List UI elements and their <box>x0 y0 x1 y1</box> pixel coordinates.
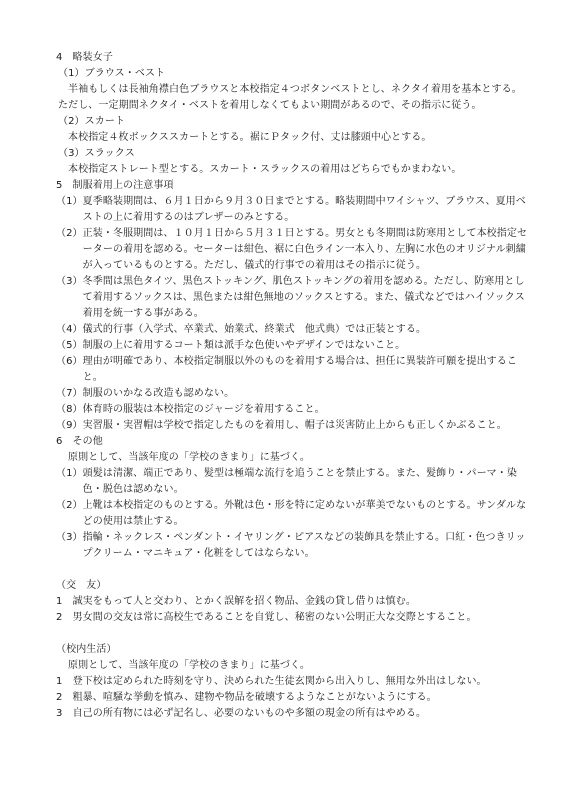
item-text: 夏季略装期間は、６月１日から９月３０日までとする。略装期間中ワイシャツ、ブラウス、夏用ベストの上に着用するのはブレザーのみとする。 <box>82 196 526 223</box>
section-6-intro: 原則として、当該年度の「学校のきまり」に基づく。 <box>68 452 310 463</box>
item-text: 指輪・ネックレス・ペンダント・イヤリング・ピアスなどの装飾具を禁止する。口紅・色つきリップクリーム・マニキュア・化粧をしてはならない。 <box>82 532 526 559</box>
uniform-rule-item <box>56 322 531 338</box>
school-life-item <box>56 706 531 722</box>
item-number: （8） <box>56 404 83 415</box>
item-text: 粗暴、喧騒な挙動を慎み、建物や物品を破壊するようなことがないようにする。 <box>72 692 437 703</box>
other-rule-item <box>56 498 531 530</box>
uniform-rule-item <box>56 354 531 386</box>
item-text: 冬季間は黒色タイツ、黒色ストッキング、肌色ストッキングの着用を認める。ただし、防寒用として着用するソックスは、黒色または紺色無地のソックスとする。また、儀式などではハイソックス着用を統一する事がある。 <box>82 276 525 319</box>
item-number: 2 <box>56 612 73 623</box>
item-number: 1 <box>56 676 73 687</box>
item-number: （7） <box>56 388 83 399</box>
document-body <box>56 50 531 722</box>
section-6-heading: 6 その他 <box>56 436 103 447</box>
item-text: 理由が明確であり、本校指定制服以外のものを着用する場合は、担任に異装許可願を提出すること。 <box>82 356 517 383</box>
item-text: 自己の所有物には必ず記名し、必要のないものや多額の現金の所有はやめる。 <box>72 708 427 719</box>
item-number: （3） <box>56 532 83 543</box>
item-number: （5） <box>56 340 83 351</box>
blouse-vest-text-1: 半袖もしくは長袖角襟白色ブラウスと本校指定４つボタンベストとし、ネクタイ着用を基本とする。 <box>68 84 522 95</box>
item-number: （4） <box>56 324 83 335</box>
item-text: 頭髪は清潔、端正であり、髪型は極端な流行を追うことを禁止する。また、髪飾り・パーマ・染色・脱色は認めない。 <box>82 468 517 495</box>
item-text: 上靴は本校指定のものとする。外靴は色・形を特に定めないが華美でないものとする。サンダルなどの使用は禁止する。 <box>82 500 527 527</box>
section-4-heading: 4 略装女子 <box>56 52 113 63</box>
item-number: （6） <box>56 356 83 367</box>
skirt-title: （2）スカート <box>58 116 126 127</box>
slacks-title: （3）スラックス <box>58 148 135 159</box>
school-life-intro: 原則として、当該年度の「学校のきまり」に基づく。 <box>68 660 310 671</box>
other-rule-item <box>56 530 531 562</box>
uniform-rule-item <box>56 402 531 418</box>
item-text: 誠実をもって人と交わり、とかく誤解を招く物品、金銭の貸し借りは慎む。 <box>72 596 416 607</box>
item-text: 登下校は定められた時刻を守り、決められた生徒玄関から出入りし、無用な外出はしない。 <box>72 676 487 687</box>
blouse-vest-text-2: ただし、一定期間ネクタイ・ベストを着用しなくてもよい期間があるので、その指示に従う。 <box>58 100 482 111</box>
uniform-rule-item <box>56 226 531 274</box>
item-number: （1） <box>56 468 83 479</box>
uniform-rule-item <box>56 194 531 226</box>
item-number: （9） <box>56 420 83 431</box>
slacks-text: 本校指定ストレート型とする。スカート・スラックスの着用はどちらでもかまわない。 <box>68 164 462 175</box>
item-text: 制服のいかなる改造も認めない。 <box>82 388 235 399</box>
item-text: 制服の上に着用するコート類は派手な色使いやデザインではないこと。 <box>82 340 406 351</box>
other-rule-item <box>56 466 531 498</box>
item-text: 儀式的行事（入学式、卒業式、始業式、終業式 他式典）では正装とする。 <box>82 324 427 335</box>
item-number: （2） <box>56 500 83 511</box>
friendship-heading: （交 友） <box>56 580 107 591</box>
item-number: 3 <box>56 708 73 719</box>
friendship-item <box>56 594 531 610</box>
item-number: （1） <box>56 196 83 207</box>
item-text: 男女間の交友は常に高校生であることを自覚し、秘密のない公明正大な交際とすること。 <box>72 612 477 623</box>
item-text: 体育時の服装は本校指定のジャージを着用すること。 <box>82 404 325 415</box>
section-5-heading: 5 制服着用上の注意事項 <box>56 180 174 191</box>
item-number: （3） <box>56 276 83 287</box>
item-text: 実習服・実習帽は学校で指定したものを着用し、帽子は災害防止上からも正しくかぶること。 <box>82 420 507 431</box>
uniform-rule-item <box>56 338 531 354</box>
school-life-item <box>56 674 531 690</box>
school-life-heading: （校内生活） <box>56 644 117 655</box>
uniform-rule-item <box>56 418 531 434</box>
uniform-rule-item <box>56 386 531 402</box>
item-number: 1 <box>56 596 73 607</box>
item-number: 2 <box>56 692 73 703</box>
school-life-item <box>56 690 531 706</box>
skirt-text: 本校指定４枚ボックススカートとする。裾にＰタック付、丈は膝頭中心とする。 <box>68 132 432 143</box>
item-number: （2） <box>56 228 83 239</box>
blouse-vest-title: （1）ブラウス・ベスト <box>58 68 166 79</box>
item-text: 正装・冬服期間は、１０月１日から５月３１日とする。男女とも冬期間は防寒用として本校指定セーターの着用を認める。セーターは紺色、裾に白色ライン一本入り、左胸に水色のオリジナル刺繍が入っているものとする。ただし、儀式的行事での着用はその指示に従う。 <box>82 228 528 271</box>
friendship-item <box>56 610 531 626</box>
uniform-rule-item <box>56 274 531 322</box>
